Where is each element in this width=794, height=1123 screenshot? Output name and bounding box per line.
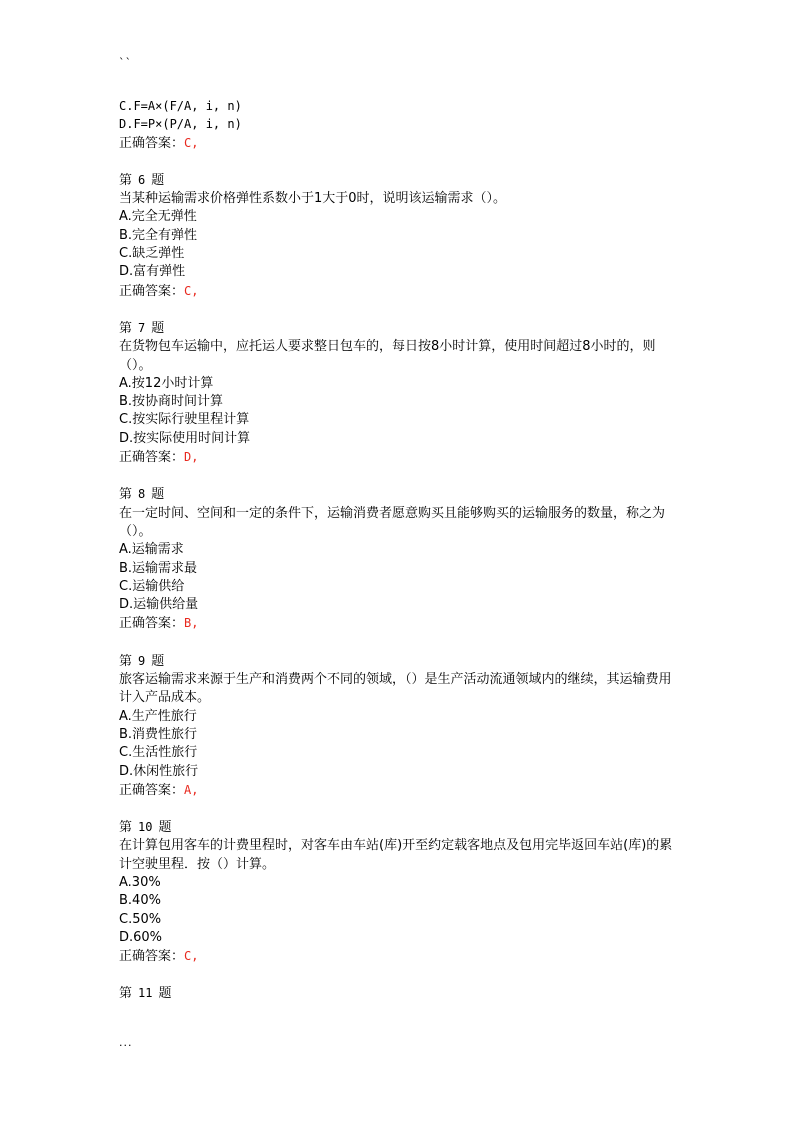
option-c: C.缺乏弹性 xyxy=(119,246,185,262)
heading-prefix: 第 xyxy=(119,986,133,1002)
previous-question-tail xyxy=(119,97,679,153)
question-number: 11 xyxy=(138,986,153,1001)
option-b: B.按协商时间计算 xyxy=(119,394,224,410)
answer-line xyxy=(119,947,679,966)
option-c: C.F=A×(F/A, i, n) xyxy=(119,99,242,113)
question-8 xyxy=(119,485,679,633)
answer-label: 正确答案： xyxy=(119,450,185,466)
question-text: 在计算包用客车的计费里程时，对客车由车站(库)开至约定载客地点及包用完毕返回车站(库)的累计空驶里程．按（）计算。 xyxy=(119,838,673,872)
question-heading xyxy=(119,818,679,837)
heading-prefix: 第 xyxy=(119,820,133,836)
question-text: 在货物包车运输中，应托运人要求整日包车的，每日按8小时计算，使用时间超过8小时的，则（）。 xyxy=(119,339,656,373)
heading-suffix: 题 xyxy=(158,986,172,1002)
question-11 xyxy=(119,984,679,1003)
heading-prefix: 第 xyxy=(119,172,133,188)
answer-value: C, xyxy=(184,135,199,150)
question-10 xyxy=(119,818,679,966)
option-b: B.消费性旅行 xyxy=(119,726,198,742)
heading-suffix: 题 xyxy=(151,487,165,503)
question-heading xyxy=(119,984,679,1003)
answer-value: C, xyxy=(184,283,199,298)
option-c: C.运输供给 xyxy=(119,578,185,594)
heading-suffix: 题 xyxy=(151,320,165,336)
option-c: C.生活性旅行 xyxy=(119,745,198,761)
question-heading xyxy=(119,171,679,190)
question-heading xyxy=(119,652,679,671)
option-d: D.富有弹性 xyxy=(119,264,186,280)
question-7 xyxy=(119,319,679,467)
option-a: A.完全无弹性 xyxy=(119,209,197,225)
answer-line xyxy=(119,448,679,467)
question-9 xyxy=(119,652,679,800)
option-b: B.运输需求最 xyxy=(119,560,198,576)
answer-label: 正确答案： xyxy=(119,782,185,798)
question-6 xyxy=(119,171,679,301)
option-d: D.按实际使用时间计算 xyxy=(119,430,251,446)
question-list xyxy=(119,97,679,1004)
option-c: C.按实际行驶里程计算 xyxy=(119,412,250,428)
answer-label: 正确答案： xyxy=(119,616,185,632)
option-d: D.60% xyxy=(119,929,163,945)
heading-prefix: 第 xyxy=(119,320,133,336)
option-b: B.40% xyxy=(119,893,161,909)
question-number: 7 xyxy=(138,320,146,335)
answer-line xyxy=(119,134,679,153)
option-d: D.运输供给量 xyxy=(119,597,199,613)
heading-prefix: 第 xyxy=(119,653,133,669)
question-text: 在一定时间、空间和一定的条件下，运输消费者愿意购买且能够购买的运输服务的数量，称之为（）。 xyxy=(119,505,666,539)
answer-value: C, xyxy=(184,949,199,964)
answer-label: 正确答案： xyxy=(119,949,185,965)
option-a: A.按12小时计算 xyxy=(119,375,214,391)
question-heading xyxy=(119,485,679,504)
option-a: A.运输需求 xyxy=(119,542,184,558)
heading-suffix: 题 xyxy=(151,653,165,669)
question-number: 8 xyxy=(138,487,146,502)
question-text: 当某种运输需求价格弹性系数小于1大于0时，说明该运输需求（）。 xyxy=(119,191,507,207)
answer-label: 正确答案： xyxy=(119,135,185,151)
answer-line xyxy=(119,781,679,800)
option-a: A.生产性旅行 xyxy=(119,708,197,724)
answer-label: 正确答案： xyxy=(119,283,185,299)
option-b: B.完全有弹性 xyxy=(119,227,198,243)
answer-value: B, xyxy=(184,616,199,631)
answer-value: A, xyxy=(184,782,199,797)
heading-suffix: 题 xyxy=(151,172,165,188)
answer-line xyxy=(119,282,679,301)
question-number: 9 xyxy=(138,653,146,668)
answer-value: D, xyxy=(184,450,199,465)
option-d: D.F=P×(P/A, i, n) xyxy=(119,117,242,132)
option-d: D.休闲性旅行 xyxy=(119,763,199,779)
heading-suffix: 题 xyxy=(158,820,172,836)
header-mark: `` xyxy=(119,56,132,69)
answer-line xyxy=(119,614,679,633)
question-number: 10 xyxy=(138,820,153,835)
question-heading xyxy=(119,319,679,338)
question-number: 6 xyxy=(138,172,146,187)
heading-prefix: 第 xyxy=(119,487,133,503)
question-text: 旅客运输需求来源于生产和消费两个不同的领域，（）是生产活动流通领域内的继续，其运输费用计入产品成本。 xyxy=(119,672,672,706)
option-a: A.30% xyxy=(119,874,161,890)
option-c: C.50% xyxy=(119,911,162,927)
footer-mark: ... xyxy=(119,1036,133,1049)
